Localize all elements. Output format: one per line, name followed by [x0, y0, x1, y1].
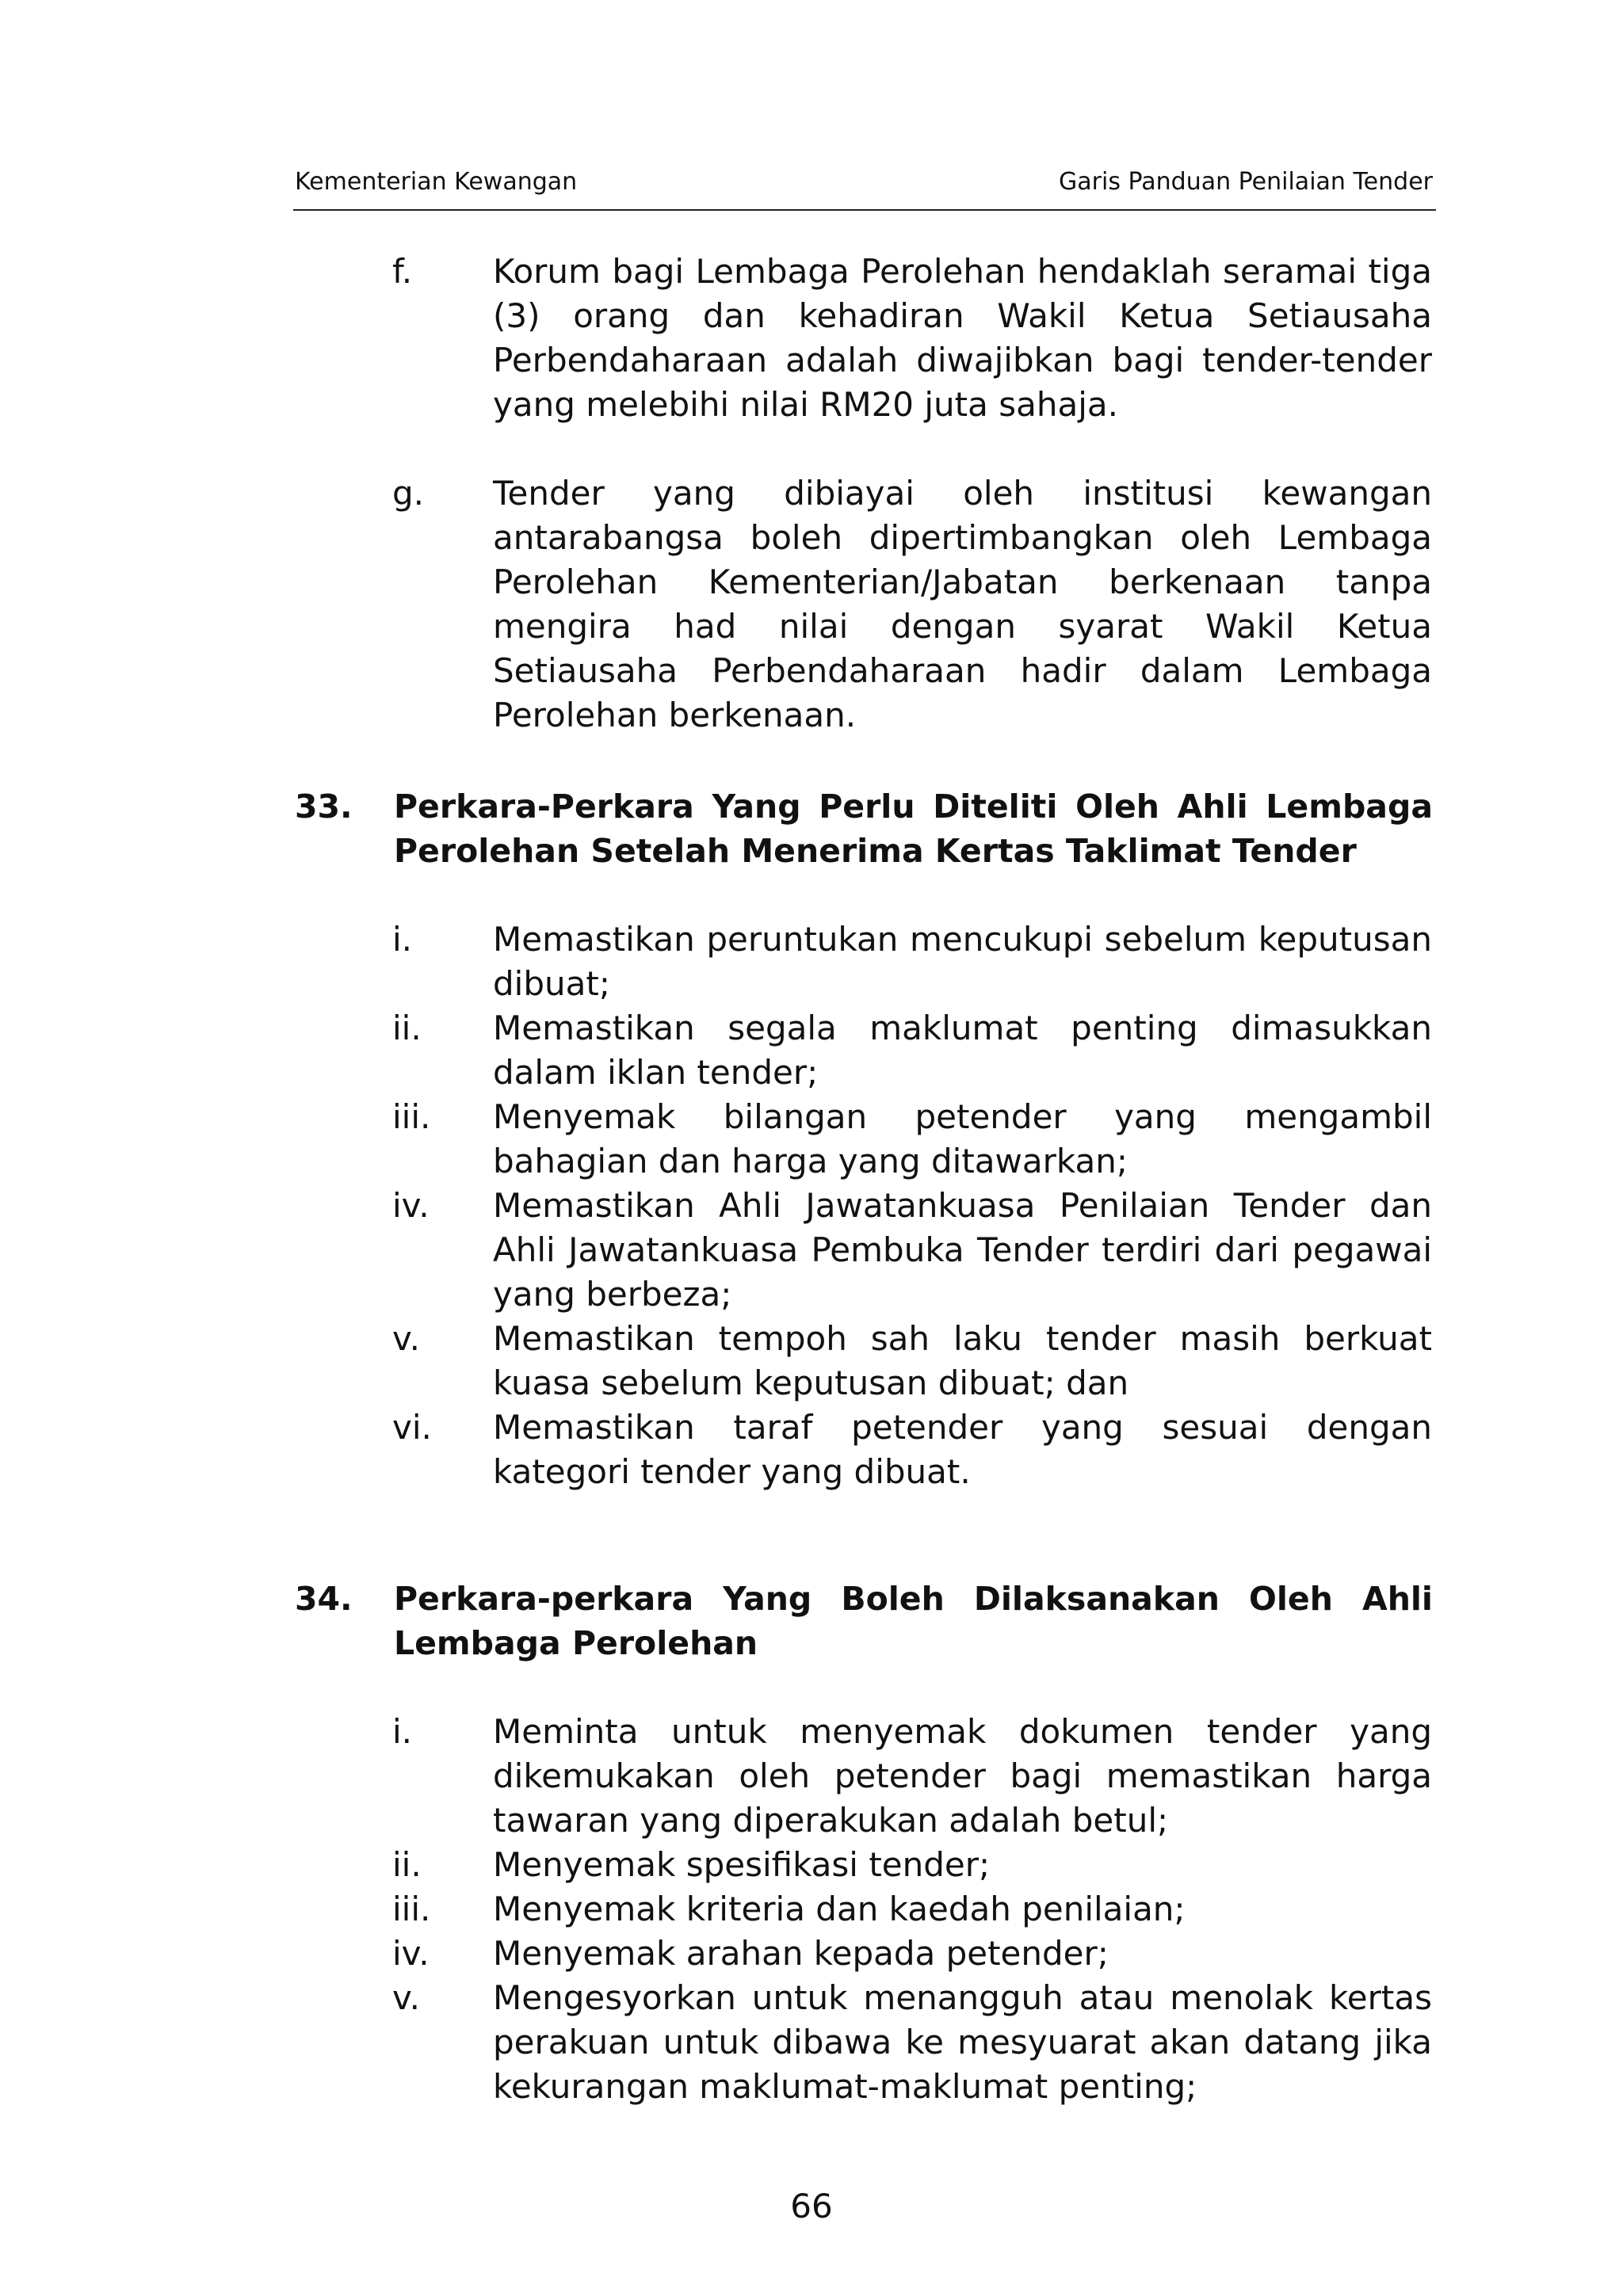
item-marker: i.: [392, 920, 413, 959]
item-marker: iv.: [392, 1934, 430, 1973]
item-marker: v.: [392, 1978, 420, 2017]
section-33-heading: [295, 784, 1433, 873]
item-text: Memastikan tempoh sah laku tender masih berkuat kuasa sebelum keputusan dibuat; dan: [493, 1319, 1432, 1402]
item-text: Meminta untuk menyemak dokumen tender yang dikemukakan oleh petender bagi memastikan harga tawaran yang diperakukan adalah betul;: [493, 1712, 1432, 1840]
section-title: Perkara-perkara Yang Boleh Dilaksanakan Oleh Ahli Lembaga Perolehan: [394, 1580, 1433, 1662]
item-text: Menyemak spesifikasi tender;: [493, 1845, 991, 1884]
item-text: Memastikan Ahli Jawatankuasa Penilaian Tender dan Ahli Jawatankuasa Pembuka Tender terdiri dari pegawai yang berbeza;: [493, 1186, 1432, 1314]
list-item: [392, 1095, 1432, 1184]
list-item: [392, 1843, 1432, 1887]
list-item: [392, 1976, 1432, 2109]
item-marker: ii.: [392, 1009, 422, 1047]
list-item: [392, 250, 1432, 427]
item-text: Korum bagi Lembaga Perolehan hendaklah seramai tiga (3) orang dan kehadiran Wakil Ketua Setiausaha Perbendaharaan adalah diwajibkan bagi tender-tender yang melebihi nilai RM20 juta sahaja.: [493, 252, 1432, 424]
clause-g: [392, 471, 1432, 738]
list-item: [392, 1405, 1432, 1494]
list-item: [392, 917, 1432, 1006]
item-marker: iii.: [392, 1097, 431, 1136]
list-item: [392, 1710, 1432, 1843]
list-item: [392, 1887, 1432, 1932]
section-number: 33.: [295, 788, 353, 826]
item-text: Memastikan peruntukan mencukupi sebelum keputusan dibuat;: [493, 920, 1432, 1003]
list-item: [392, 471, 1432, 738]
item-text: Menyemak arahan kepada petender;: [493, 1934, 1109, 1973]
item-text: Mengesyorkan untuk menangguh atau menolak kertas perakuan untuk dibawa ke mesyuarat akan datang jika kekurangan maklumat-maklumat penting;: [493, 1978, 1432, 2106]
list-item: [392, 1006, 1432, 1095]
page-header: [293, 165, 1436, 211]
item-marker: iii.: [392, 1890, 431, 1928]
item-marker: iv.: [392, 1186, 430, 1225]
list-item: [392, 1184, 1432, 1317]
item-text: Memastikan taraf petender yang sesuai dengan kategori tender yang dibuat.: [493, 1408, 1432, 1491]
item-text: Menyemak bilangan petender yang mengambil bahagian dan harga yang ditawarkan;: [493, 1097, 1432, 1180]
item-text: Memastikan segala maklumat penting dimasukkan dalam iklan tender;: [493, 1009, 1432, 1092]
section-34-heading: [295, 1577, 1433, 1665]
item-text: Tender yang dibiayai oleh institusi kewangan antarabangsa boleh dipertimbangkan oleh Lembaga Perolehan Kementerian/Jabatan berkenaan tanpa mengira had nilai dengan syarat Wakil Ketua Setiausaha Perbendaharaan hadir dalam Lembaga Perolehan berkenaan.: [493, 474, 1432, 734]
item-text: Menyemak kriteria dan kaedah penilaian;: [493, 1890, 1186, 1928]
header-ministry: Kementerian Kewangan: [295, 168, 578, 196]
section-33-list: [392, 917, 1432, 1494]
item-marker: g.: [392, 474, 425, 513]
section-34-list: [392, 1710, 1432, 2109]
list-item: [392, 1932, 1432, 1976]
item-marker: v.: [392, 1319, 420, 1358]
page-number: 66: [790, 2187, 833, 2225]
header-document-title: Garis Panduan Penilaian Tender: [1059, 168, 1433, 196]
item-marker: ii.: [392, 1845, 422, 1884]
section-number: 34.: [295, 1580, 353, 1618]
section-title: Perkara-Perkara Yang Perlu Diteliti Oleh Ahli Lembaga Perolehan Setelah Menerima Kertas Taklimat Tender: [394, 788, 1433, 870]
item-marker: f.: [392, 252, 413, 291]
item-marker: vi.: [392, 1408, 432, 1447]
item-marker: i.: [392, 1712, 413, 1751]
list-item: [392, 1317, 1432, 1405]
clause-f: [392, 250, 1432, 427]
